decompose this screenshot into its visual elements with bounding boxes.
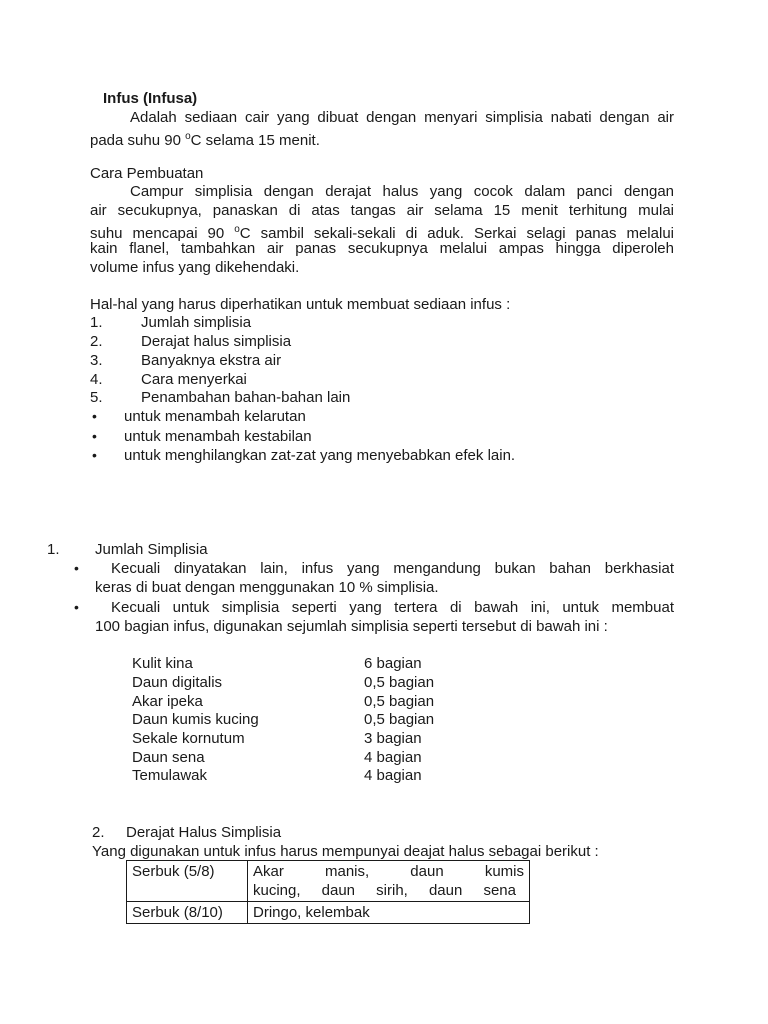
simplisia-name: Temulawak: [132, 767, 208, 784]
bullet-icon: •: [92, 447, 97, 463]
hal-item-4: Cara menyerkai: [141, 371, 247, 388]
hal-bullet-1: untuk menambah kelarutan: [124, 408, 306, 425]
hal-intro: Hal-hal yang harus diperhatikan untuk membuat sediaan infus :: [90, 296, 511, 313]
simplisia-name: Daun digitalis: [132, 674, 223, 691]
section2-number: 2.: [92, 824, 105, 841]
section1-number: 1.: [47, 541, 60, 558]
simplisia-name: Daun kumis kucing: [132, 711, 259, 728]
cara-heading: Cara Pembuatan: [90, 165, 204, 182]
section1-bullet1-line2: keras di buat dengan menggunakan 10 % simplisia.: [95, 579, 439, 596]
table-cell-items: [248, 861, 530, 902]
hal-item-num-1: 1.: [90, 314, 103, 331]
cara-line-2: air secukupnya, panaskan di atas tangas air selama 15 menit terhitung mulai: [90, 202, 674, 219]
cara-line-3-suffix: C sambil sekali-sekali di aduk. Serkai selagi panas melalui: [239, 225, 674, 242]
hal-item-1: Jumlah simplisia: [141, 314, 252, 331]
definition-suffix: C selama 15 menit.: [190, 132, 320, 149]
section2-heading: Derajat Halus Simplisia: [126, 824, 282, 841]
table-cell-grade: Serbuk (8/10): [127, 902, 248, 924]
table-cell-items-line2: kucing, daun sirih, daun sena: [253, 882, 516, 899]
hal-item-3: Banyaknya ekstra air: [141, 352, 282, 369]
derajat-halus-table: [126, 860, 530, 924]
cara-line-3-prefix: suhu mencapai 90: [90, 225, 225, 242]
hal-bullet-3: untuk menghilangkan zat-zat yang menyebabkan efek lain.: [124, 447, 516, 464]
hal-item-num-2: 2.: [90, 333, 103, 350]
hal-item-num-5: 5.: [90, 389, 103, 406]
degree-superscript-2: o: [234, 224, 240, 235]
hal-item-5: Penambahan bahan-bahan lain: [141, 389, 351, 406]
definition-paragraph: [90, 108, 674, 150]
document-title: Infus (Infusa): [103, 90, 198, 107]
cara-line-1: Campur simplisia dengan derajat halus yang cocok dalam panci dengan: [130, 183, 674, 200]
simplisia-name: Kulit kina: [132, 655, 193, 672]
simplisia-name: Akar ipeka: [132, 693, 203, 710]
hal-item-2: Derajat halus simplisia: [141, 333, 292, 350]
cara-line-4: kain flanel, tambahkan air panas secukupnya melalui ampas hingga diperoleh: [90, 240, 674, 257]
simplisia-amount: 0,5 bagian: [364, 711, 435, 728]
section1-bullet2-line1: Kecuali untuk simplisia seperti yang tertera di bawah ini, untuk membuat: [111, 599, 674, 616]
hal-item-num-4: 4.: [90, 371, 103, 388]
table-cell-items: Dringo, kelembak: [248, 902, 530, 924]
bullet-icon: •: [74, 560, 79, 576]
table-row: [127, 902, 530, 924]
degree-superscript: o: [185, 131, 191, 142]
table-row: [127, 861, 530, 902]
hal-bullet-2: untuk menambah kestabilan: [124, 428, 312, 445]
section1-bullet2-line2: 100 bagian infus, digunakan sejumlah simplisia seperti tersebut di bawah ini :: [95, 618, 608, 635]
table-cell-grade: Serbuk (5/8): [127, 861, 248, 902]
bullet-icon: •: [92, 428, 97, 444]
simplisia-amount: 6 bagian: [364, 655, 422, 672]
simplisia-name: Sekale kornutum: [132, 730, 245, 747]
bullet-icon: •: [74, 599, 79, 615]
bullet-icon: •: [92, 408, 97, 424]
simplisia-amount: 0,5 bagian: [364, 674, 435, 691]
hal-item-num-3: 3.: [90, 352, 103, 369]
simplisia-amount: 4 bagian: [364, 767, 422, 784]
section1-bullet1-line1: Kecuali dinyatakan lain, infus yang mengandung bukan bahan berkhasiat: [111, 560, 674, 577]
section1-heading: Jumlah Simplisia: [95, 541, 208, 558]
simplisia-name: Daun sena: [132, 749, 205, 766]
simplisia-amount: 3 bagian: [364, 730, 422, 747]
cara-line-5: volume infus yang dikehendaki.: [90, 259, 300, 276]
definition-text: Adalah sediaan cair yang dibuat dengan menyari simplisia nabati dengan air pada suhu 90: [90, 109, 674, 149]
simplisia-amount: 4 bagian: [364, 749, 422, 766]
section2-intro: Yang digunakan untuk infus harus mempunyai deajat halus sebagai berikut :: [92, 843, 599, 860]
simplisia-amount: 0,5 bagian: [364, 693, 435, 710]
table-cell-items-line1: Akar manis, daun kumis: [253, 863, 524, 880]
